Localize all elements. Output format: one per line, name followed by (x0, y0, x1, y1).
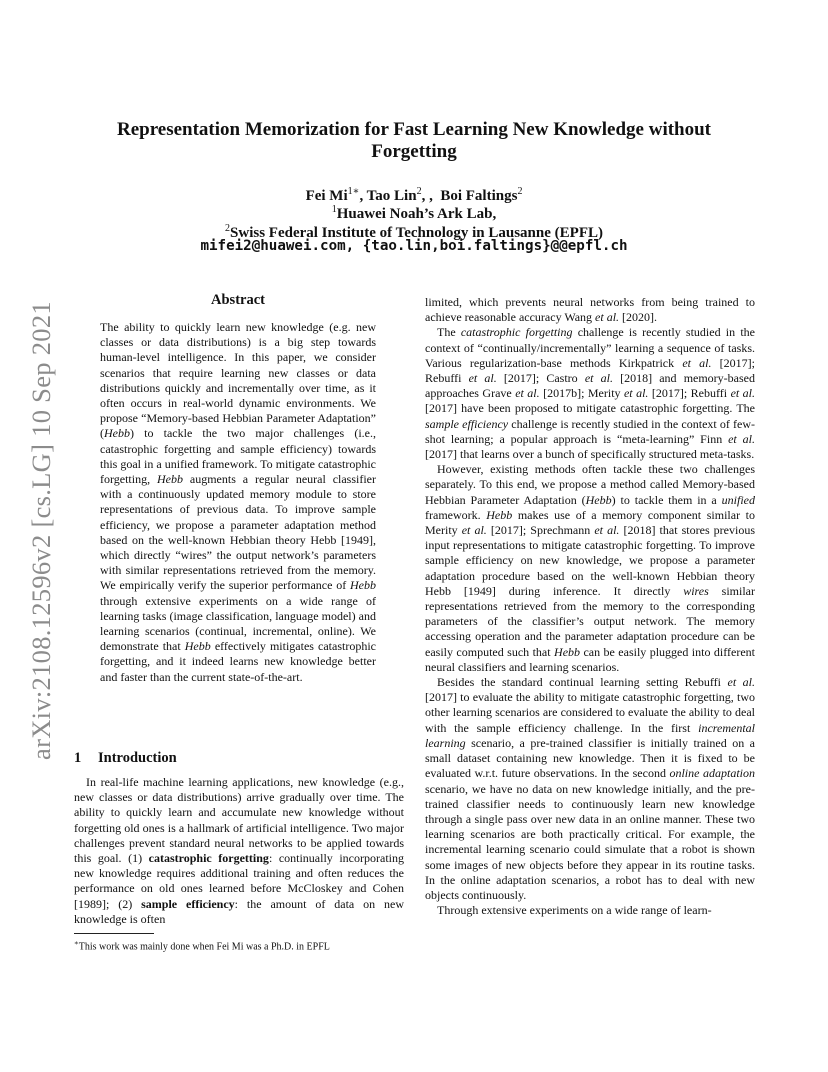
abstract-paragraph (100, 320, 376, 685)
text-run: [2017]; Castro (496, 371, 585, 386)
text-run: scenario, we have no data on new knowledge initially, and the pre-trained classifier needs to continuously learn new knowledge through a single pass over new data in an online manner. These two learning scenarios are both practically critical. For example, the incremental learning scenario could simulate that a robot is shown some images of new objects before they appear in its routine tasks. In the online adaptation scenarios, a robot has to deal with new objects continuously. (425, 781, 755, 902)
right-column-text (425, 295, 755, 918)
footnote-rule (74, 933, 154, 934)
emphasized-text: incremental learning (425, 720, 755, 750)
emphasized-text: sample efficiency (425, 416, 509, 431)
emphasized-text: Hebb (554, 644, 581, 659)
text-run: augments a regular neural classifier with a continuously updated memory module to store representations of previous data. To improve sample efficiency, we propose a parameter adaptation method based on the well-known Hebbian theory Hebb [1949], which directly “wires” the output network’s parameters with similar representations retrieved from the memory. We empirically verify the superior performance of (100, 472, 377, 593)
text-run: [2017] that learns over a bunch of specifically structured meta-tasks. (425, 447, 755, 462)
emphasized-text: et al. (594, 523, 620, 538)
text-run: The ability to quickly learn new knowledge (e.g. new classes or data distributions) is a big step towards human-level intelligence. In this paper, we consider scenarios that require learning new classes or data distributions quickly and incrementally over time, as it often occurs in real-world dynamic environments. We propose “Memory-based Hebbian Parameter Adaptation” ( (100, 320, 376, 441)
emphasized-text: et al. (727, 675, 755, 690)
emphasized-text: Hebb (350, 578, 376, 593)
text-run: However, existing methods often tackle these two challenges separately. To this end, we propose a method called Memory-based Hebbian Parameter Adaptation ( (425, 462, 755, 507)
emphasized-text: catastrophic forgetting (460, 325, 573, 340)
body-paragraph (425, 295, 755, 325)
paper-title: Representation Memorization for Fast Learning New Knowledge without Forgetting (116, 119, 712, 162)
author-name: Fei Mi (305, 188, 348, 204)
text-run: The (437, 325, 461, 340)
text-run: [2018] and memory-based approaches Grave (425, 371, 755, 401)
emphasized-text: Hebb (585, 492, 612, 507)
text-run: Through extensive experiments on a wide range of learn- (437, 903, 712, 918)
text-run: can be easily plugged into different neural classifiers and learning scenarios. (425, 644, 755, 674)
emphasized-text: et al. (682, 355, 712, 370)
body-paragraph (425, 462, 755, 675)
affiliation-text: Huawei Noah’s Ark Lab, (336, 206, 497, 222)
author-affiliation-mark: 2 (416, 186, 422, 197)
emphasized-text: unified (721, 492, 755, 507)
text-run: effectively mitigates catastrophic forgetting, and it indeed learns new knowledge better and faster than the current state-of-the-art. (100, 639, 376, 684)
text-run: similar representations retrieved from the memory to the corresponding parameters of the classifier’s output network. The memory accessing operation and the parameter adaptation procedure can be easily computed such that (425, 583, 755, 659)
affiliation-mark: 1 (331, 204, 337, 215)
emphasized-text: et al. (584, 371, 613, 386)
section-title: Introduction (98, 750, 177, 766)
text-run: [2017b]; Merity (539, 386, 624, 401)
text-run: ) to tackle them in a (611, 492, 722, 507)
emphasized-text: wires (683, 583, 709, 598)
emphasized-text: et al. (623, 386, 649, 401)
abstract-heading: Abstract (211, 292, 265, 308)
emphasized-text: Hebb (486, 507, 513, 522)
author-list: Fei $Mi^{1∗}$, Tao Lin$^2$, , Boi Faltings$^2$ (305, 186, 523, 204)
text-run: [2017]; Rebuffi (648, 386, 731, 401)
text-run: ) to tackle the two major challenges (i.e., catastrophic forgetting and sample efficiency) towards this goal in a unified framework. To mitigate catastrophic forgetting, (100, 426, 376, 487)
emphasized-text: et al. (468, 371, 497, 386)
emphasized-text: Hebb (157, 472, 183, 487)
text-run: makes use of a memory component similar to Merity (425, 507, 756, 538)
text-run: challenge is recently studied in the context of “continually/incrementally” learning a sequence of tasks. Various regularization-base methods Kirkpatrick (425, 325, 755, 370)
emphasized-text: online adaptation (669, 766, 755, 781)
author-affiliation-mark: 2 (517, 186, 523, 197)
emphasized-text: et al. (728, 431, 755, 446)
author-name: Boi Faltings (440, 188, 518, 204)
emphasized-text: et al. (595, 310, 620, 325)
text-run: scenario, a pre-trained classifier is initially trained on a small dataset containing new knowledge. Then it is fixed to be evaluated w.r.t. future observations. In the second (425, 735, 755, 781)
text-run: [2018] that stores previous input representations to mitigate catastrophic forgetting. To improve sample efficiency on new knowledge, we propose a parameter adaptation procedure based on the well-known Hebbian theory Hebb [1949] during inference. It directly (425, 523, 756, 598)
footnote-text: This work was mainly done when Fei Mi was a Ph.D. in EPFL (78, 941, 330, 953)
footnote (74, 937, 404, 953)
arxiv-identifier-container (20, 290, 62, 770)
body-paragraph (425, 325, 755, 462)
emphasized-text: et al. (461, 523, 487, 538)
text-run: In real-life machine learning applications, new knowledge (e.g., new classes or data distributions) arrive gradually over time. The ability to quickly learn and accumulate new knowledge without forgetting old ones is a hallmark of artificial intelligence. Two major challenges prevent standard neural networks to be applied towards this goal. (1) (74, 775, 404, 866)
text-run: challenge is recently studied in the context of few-shot learning; a popular approach is “meta-learning” Finn (425, 416, 755, 446)
body-paragraph (425, 903, 755, 918)
introduction-paragraph (74, 775, 404, 927)
emphasized-text: Hebb (184, 639, 211, 654)
abstract-body (100, 320, 376, 685)
text-run: limited, which prevents neural networks from being trained to achieve reasonable accuracy Wang (425, 295, 755, 325)
text-run: [2017]; Rebuffi (425, 355, 756, 386)
text-run: through extensive experiments on a wide range of learning tasks (image classification, language model) and learning scenarios (continual, incremental, online). We demonstrate that (100, 593, 376, 654)
bold-text: sample efficiency (141, 896, 235, 911)
text-run: framework. (425, 507, 487, 522)
introduction-body (74, 775, 404, 927)
affiliation-mark: 2 (225, 223, 231, 234)
text-run: [2017] have been proposed to mitigate catastrophic forgetting. The (425, 401, 755, 416)
text-run: : continually incorporating new knowledge requires additional training and often reduces the performance on old ones learned before McCloskey and Cohen [1989]; (2) (74, 851, 404, 911)
section-number: 1 (74, 750, 82, 766)
author-affiliation-mark: 1∗ (347, 186, 360, 197)
footnote-mark: ∗ (74, 939, 79, 947)
emphasized-text: et al. (515, 386, 540, 401)
bold-text: catastrophic forgetting (148, 851, 269, 866)
text-run: [2020]. (619, 310, 658, 325)
emphasized-text: Hebb (104, 426, 130, 441)
emphasized-text: et al. (730, 386, 756, 401)
body-paragraph (425, 675, 755, 903)
text-run: : the amount of data on new knowledge is often (74, 896, 405, 926)
arxiv-identifier: arXiv:2108.12596v2 [cs.LG] 10 Sep 2021 (25, 300, 56, 760)
text-run: Besides the standard continual learning setting Rebuffi (437, 675, 728, 690)
author-name: Tao Lin (366, 188, 417, 204)
section-heading (74, 750, 404, 767)
author-emails: mifei2@huawei.com, {tao.lin,boi.faltings}@@epfl.ch (200, 238, 628, 254)
text-run: [2017]; Sprechmann (486, 523, 595, 538)
affiliation-text: Swiss Federal Institute of Technology in Lausanne (EPFL) (230, 225, 603, 241)
text-run: [2017] to evaluate the ability to mitigate catastrophic forgetting, two other learning scenarios are considered to evaluate the ability to deal with the sample efficiency challenge. In the first (425, 690, 755, 735)
